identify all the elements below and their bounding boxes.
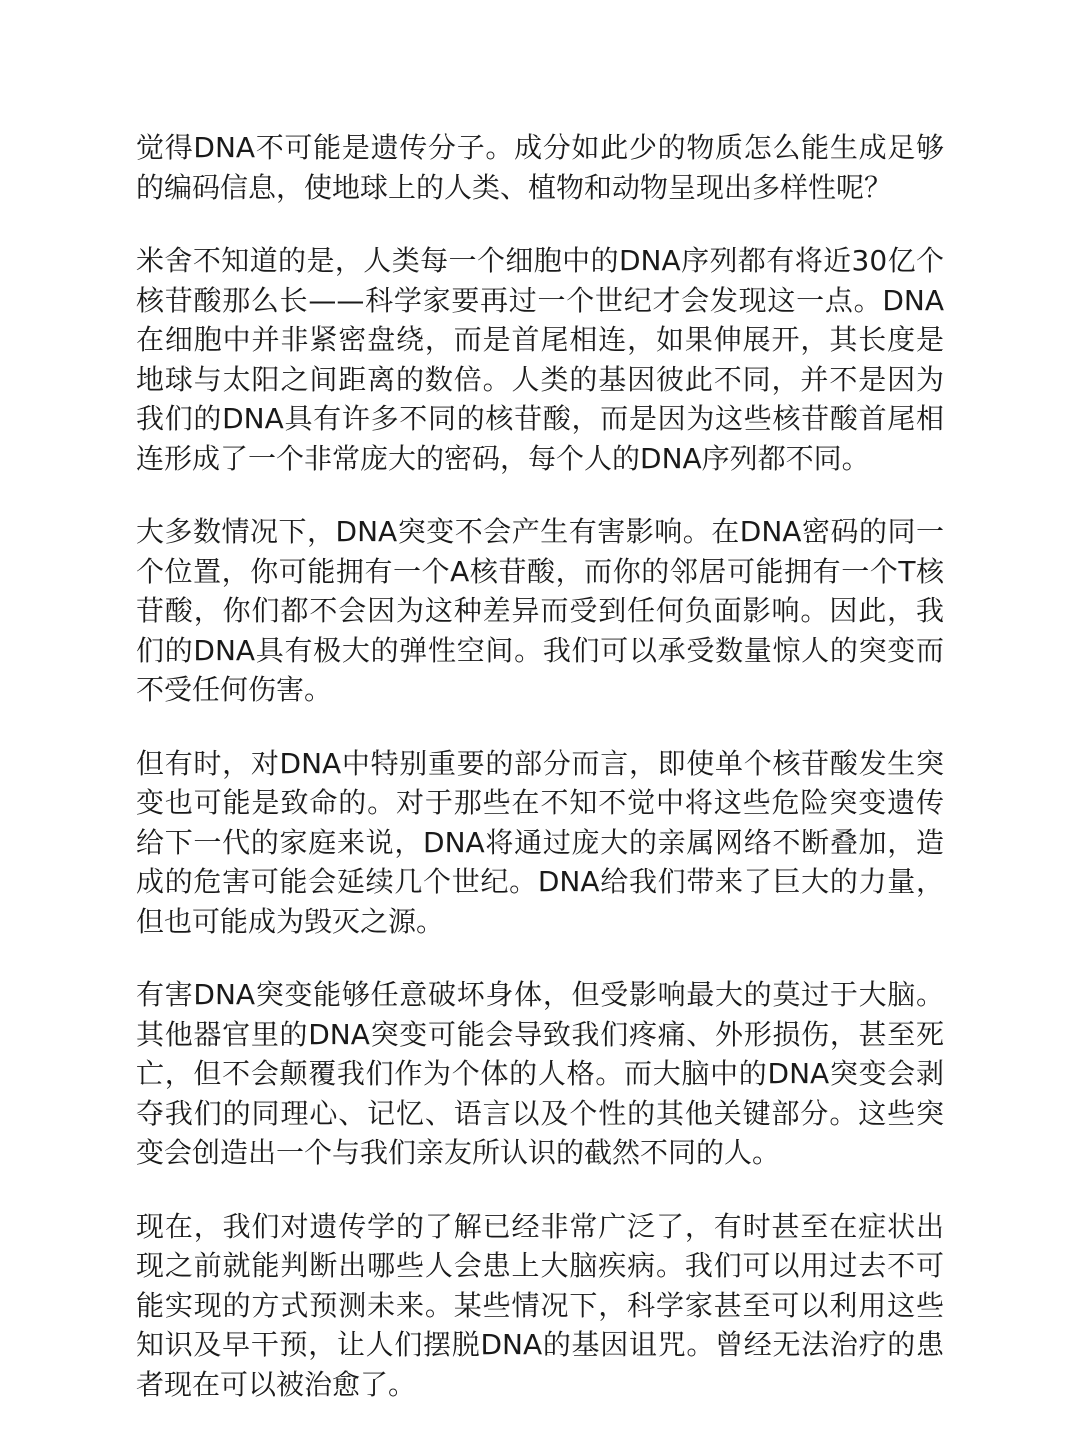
paragraph-3: 大多数情况下，DNA突变不会产生有害影响。在DNA密码的同一个位置，你可能拥有一个A核苷酸，而你的邻居可能拥有一个T核苷酸，你们都不会因为这种差异而受到任何负面影响。因此，我们的DNA具有极大的弹性空间。我们可以承受数量惊人的突变而不受任何伤害。: [136, 515, 944, 706]
paragraph-5: 有害DNA突变能够任意破坏身体，但受影响最大的莫过于大脑。其他器官里的DNA突变可能会导致我们疼痛、外形损伤，甚至死亡，但不会颠覆我们作为个体的人格。而大脑中的DNA突变会剥夺我们的同理心、记忆、语言以及个性的其他关键部分。这些突变会创造出一个与我们亲友所认识的截然不同的人。: [136, 978, 944, 1169]
paragraph-4: 但有时，对DNA中特别重要的部分而言，即使单个核苷酸发生突变也可能是致命的。对于那些在不知不觉中将这些危险突变遗传给下一代的家庭来说，DNA将通过庞大的亲属网络不断叠加，造成的危害可能会延续几个世纪。DNA给我们带来了巨大的力量，但也可能成为毁灭之源。: [136, 746, 944, 938]
paragraph-6: 现在，我们对遗传学的了解已经非常广泛了，有时甚至在症状出现之前就能判断出哪些人会患上大脑疾病。我们可以用过去不可能实现的方式预测未来。某些情况下，科学家甚至可以利用这些知识及早干预，让人们摆脱DNA的基因诅咒。曾经无法治疗的患者现在可以被治愈了。: [136, 1209, 944, 1401]
paragraph-1: 觉得DNA不可能是遗传分子。成分如此少的物质怎么能生成足够的编码信息，使地球上的人类、植物和动物呈现出多样性呢？: [136, 131, 944, 204]
document-page: [136, 128, 944, 1438]
paragraph-2: 米舍不知道的是，人类每一个细胞中的DNA序列都有将近30亿个核苷酸那么长——科学家要再过一个世纪才会发现这一点。DNA在细胞中并非紧密盘绕，而是首尾相连，如果伸展开，其长度是地球与太阳之间距离的数倍。人类的基因彼此不同，并不是因为我们的DNA具有许多不同的核苷酸，而是因为这些核苷酸首尾相连形成了一个非常庞大的密码，每个人的DNA序列都不同。: [136, 244, 944, 475]
